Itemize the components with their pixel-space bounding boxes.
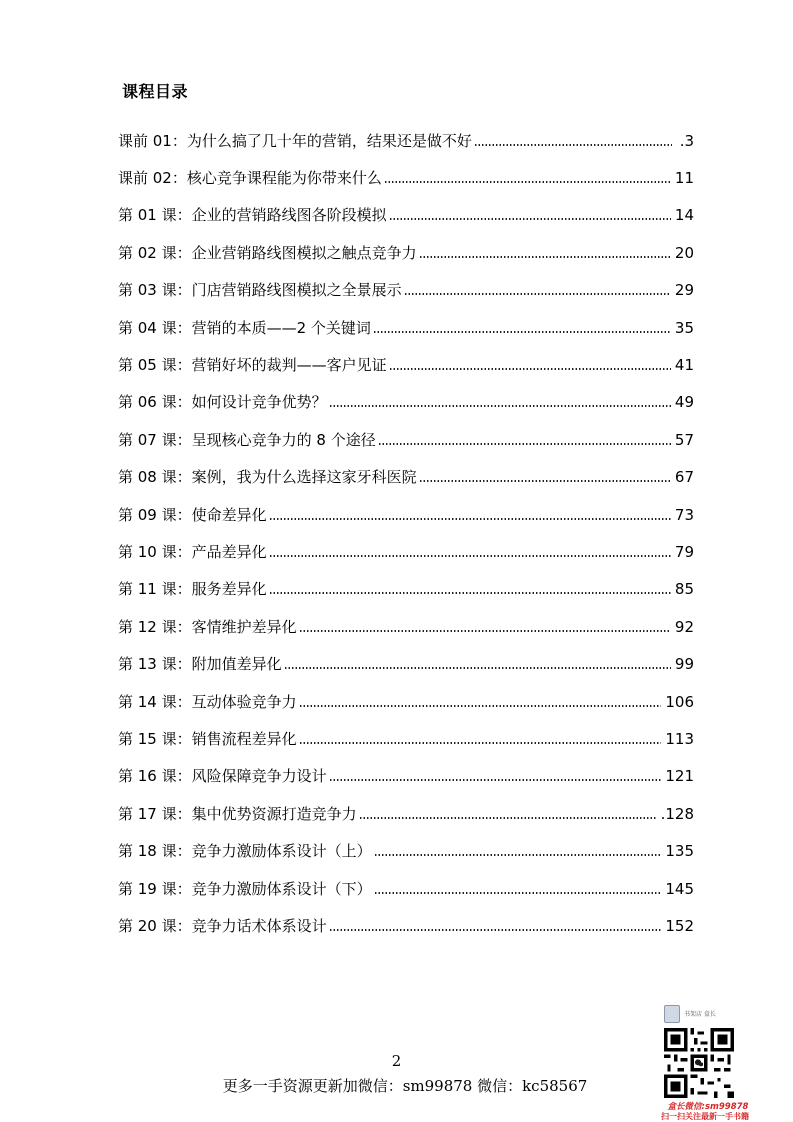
toc-dot-leader — [284, 667, 671, 669]
toc-entry-page: 11 — [674, 169, 694, 188]
toc-entry-title: 第 09 课：使命差异化 — [118, 505, 267, 524]
toc-entry-page: 106 — [665, 692, 694, 711]
toc-entry[interactable] — [118, 720, 694, 757]
toc-entry-page: 14 — [674, 206, 694, 225]
toc-dot-leader — [329, 779, 662, 781]
toc-entry-page: 99 — [674, 655, 694, 674]
toc-entry-page: 121 — [665, 767, 694, 786]
toc-entry-title: 第 06 课：如何设计竞争优势？ — [118, 393, 327, 412]
toc-dot-leader — [359, 817, 657, 819]
toc-entry[interactable] — [118, 832, 694, 869]
toc-dot-leader — [404, 293, 671, 295]
toc-dot-leader — [329, 929, 662, 931]
toc-entry-page: 73 — [674, 505, 694, 524]
toc-entry[interactable] — [118, 122, 694, 159]
toc-entry-title: 第 20 课：竞争力话术体系设计 — [118, 916, 327, 935]
toc-entry[interactable] — [118, 571, 694, 608]
toc-dot-leader — [389, 368, 671, 370]
toc-entry-page: 67 — [674, 468, 694, 487]
toc-entry-title: 第 04 课：营销的本质——2 个关键词 — [118, 318, 371, 337]
toc-entry-title: 第 17 课：集中优势资源打造竞争力 — [118, 804, 357, 823]
toc-entry-title: 课前 01：为什么搞了几十年的营销，结果还是做不好 — [118, 131, 472, 150]
toc-entry-title: 第 19 课：竞争力激励体系设计（下） — [118, 879, 372, 898]
toc-entry[interactable] — [118, 496, 694, 533]
toc-entry-page: 57 — [674, 430, 694, 449]
toc-entry-title: 课前 02：核心竞争课程能为你带来什么 — [118, 169, 382, 188]
toc-entry-title: 第 14 课：互动体验竞争力 — [118, 692, 297, 711]
toc-dot-leader — [384, 181, 671, 183]
toc-entry-title: 第 10 课：产品差异化 — [118, 542, 267, 561]
toc-entry-page: .3 — [679, 131, 694, 150]
toc-dot-leader — [419, 256, 671, 258]
toc-entry[interactable] — [118, 384, 694, 421]
toc-entry[interactable] — [118, 272, 694, 309]
toc-dot-leader — [329, 405, 671, 407]
toc-entry-title: 第 13 课：附加值差异化 — [118, 655, 282, 674]
qr-code-image — [664, 1028, 734, 1098]
toc-entry-title: 第 03 课：门店营销路线图模拟之全景展示 — [118, 281, 402, 300]
qr-badge-text: 书架店 盒长 — [684, 1010, 716, 1018]
toc-entry-page: 145 — [665, 879, 694, 898]
qr-caption-follow: 扫一扫关注最新一手书籍 — [661, 1112, 749, 1121]
book-icon — [664, 1005, 680, 1023]
toc-entry[interactable] — [118, 645, 694, 682]
toc-entry-page: 49 — [674, 393, 694, 412]
qr-badge — [664, 1004, 744, 1024]
toc-entry-page: 152 — [665, 916, 694, 935]
toc-entry-page: 35 — [674, 318, 694, 337]
toc-entry-page: 29 — [674, 281, 694, 300]
toc-entry[interactable] — [118, 159, 694, 196]
toc-entry-page: 20 — [674, 243, 694, 262]
toc-entry[interactable] — [118, 608, 694, 645]
toc-entry[interactable] — [118, 870, 694, 907]
toc-entry-page: 92 — [674, 617, 694, 636]
toc-entry-title: 第 05 课：营销好坏的裁判——客户见证 — [118, 356, 387, 375]
toc-dot-leader — [299, 742, 662, 744]
toc-entry[interactable] — [118, 234, 694, 271]
toc-entry-page: 135 — [665, 842, 694, 861]
toc-entry-title: 第 07 课：呈现核心竞争力的 8 个途径 — [118, 430, 376, 449]
toc-entry[interactable] — [118, 309, 694, 346]
toc-dot-leader — [374, 892, 662, 894]
toc-dot-leader — [299, 630, 671, 632]
toc-heading: 课程目录 — [122, 82, 189, 101]
toc-entry-title: 第 12 课：客情维护差异化 — [118, 617, 297, 636]
toc-entry-title: 第 08 课：案例，我为什么选择这家牙科医院 — [118, 468, 417, 487]
toc-entry-page: 41 — [674, 356, 694, 375]
toc-dot-leader — [269, 592, 671, 594]
toc-entry[interactable] — [118, 683, 694, 720]
toc-dot-leader — [373, 331, 671, 333]
toc-entry[interactable] — [118, 758, 694, 795]
qr-caption-wechat: 盒长微信:sm99878 — [667, 1102, 749, 1112]
toc-entry-title: 第 11 课：服务差异化 — [118, 580, 267, 599]
toc-dot-leader — [474, 144, 672, 146]
qr-code-block — [650, 1000, 760, 1122]
toc-entry[interactable] — [118, 197, 694, 234]
toc-entry-page: 79 — [674, 542, 694, 561]
toc-entry-title: 第 15 课：销售流程差异化 — [118, 729, 297, 748]
toc-entry[interactable] — [118, 795, 694, 832]
toc-dot-leader — [419, 480, 671, 482]
toc-dot-leader — [378, 443, 671, 445]
toc-dot-leader — [299, 705, 662, 707]
toc-dot-leader — [269, 518, 671, 520]
toc-entry[interactable] — [118, 459, 694, 496]
toc-entry[interactable] — [118, 421, 694, 458]
toc-dot-leader — [374, 854, 662, 856]
toc-dot-leader — [389, 218, 671, 220]
toc-entry-title: 第 16 课：风险保障竞争力设计 — [118, 767, 327, 786]
toc-entry-title: 第 01 课：企业的营销路线图各阶段模拟 — [118, 206, 387, 225]
toc-list — [118, 122, 694, 945]
toc-entry-page: .128 — [660, 804, 694, 823]
toc-entry-page: 85 — [674, 580, 694, 599]
toc-entry-page: 113 — [665, 729, 694, 748]
toc-entry[interactable] — [118, 346, 694, 383]
toc-entry[interactable] — [118, 533, 694, 570]
toc-entry-title: 第 02 课：企业营销路线图模拟之触点竞争力 — [118, 243, 417, 262]
page-number: 2 — [391, 1052, 402, 1070]
toc-dot-leader — [269, 555, 671, 557]
toc-entry[interactable] — [118, 907, 694, 944]
toc-entry-title: 第 18 课：竞争力激励体系设计（上） — [118, 842, 372, 861]
footer-contact-note: 更多一手资源更新加微信：sm99878 微信：kc58567 — [222, 1077, 588, 1095]
